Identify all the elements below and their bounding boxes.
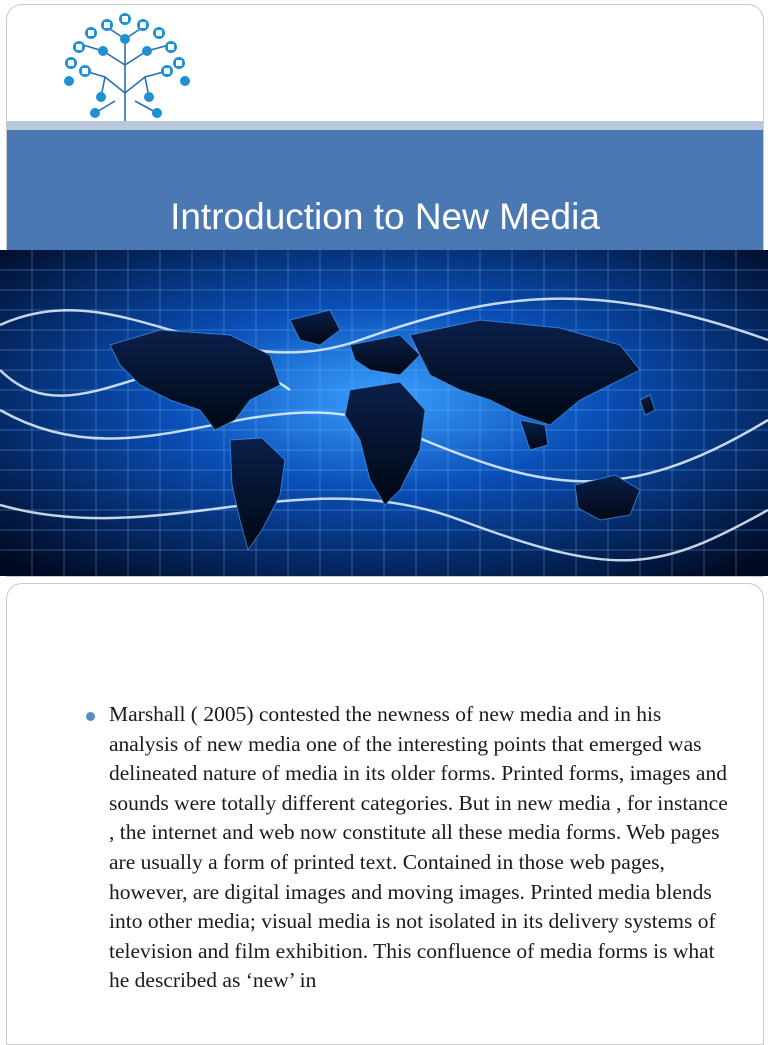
world-map-network-image xyxy=(0,250,768,576)
bullet-icon xyxy=(86,712,95,721)
content-slide xyxy=(6,583,764,1045)
slide-title: Introduction to New Media xyxy=(170,196,600,237)
title-band xyxy=(7,130,763,252)
bullet-paragraph: Marshall ( 2005) contested the newness of new media and in his analysis of new media one of the interesting points that emerged was delineated nature of media in its older forms. Printed forms, images and sounds were totally different categories. But in new media , for instance , the internet and web now constitute all these media forms. Web pages are usually a form of printed text. Contained in those web pages, however, are digital images and moving images. Printed media blends into other media; visual media is not isolated in its delivery systems of television and film exhibition. This confluence of media forms is what he described as ‘new’ in xyxy=(109,702,728,993)
title-rule xyxy=(7,121,763,130)
technology-tree-icon xyxy=(45,5,203,121)
